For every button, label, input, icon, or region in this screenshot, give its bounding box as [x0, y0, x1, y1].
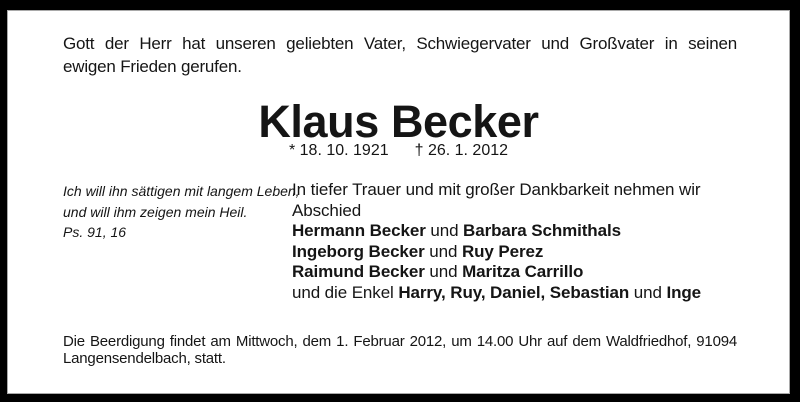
- text-line: Langensendelbach, statt.: [63, 350, 226, 367]
- text-segment: und die Enkel: [292, 282, 399, 302]
- opening-paragraph: [63, 32, 737, 78]
- life-dates: [8, 142, 789, 160]
- text-line: [292, 180, 745, 201]
- text-line: ewigen Frieden gerufen.: [63, 57, 242, 76]
- text-segment: und: [424, 262, 463, 281]
- person-name: Ruy Perez: [461, 241, 544, 261]
- mourners-block: [292, 180, 745, 303]
- person-name: Harry, Ruy, Daniel, Sebastian: [398, 282, 630, 302]
- text-line: Gott der Herr hat unseren geliebten Vater, Schwiegervater und Großvater in seinen: [63, 34, 737, 53]
- text-line: und will ihm zeigen mein Heil.: [63, 203, 248, 220]
- text-line: [292, 201, 745, 222]
- person-name: Hermann Becker: [292, 221, 426, 240]
- text-segment: Abschied: [292, 200, 362, 220]
- text-segment: und: [424, 241, 462, 261]
- person-name: Ingeborg Becker: [292, 241, 425, 261]
- text-line: [292, 221, 745, 242]
- person-name: Raimund Becker: [292, 262, 425, 281]
- obituary-notice: [7, 10, 790, 394]
- text-line: Die Beerdigung findet am Mittwoch, dem 1. Februar 2012, um 14.00 Uhr auf dem Waldfriedhof, 91094: [63, 333, 737, 350]
- text-line: [292, 242, 745, 263]
- text-line: [292, 262, 745, 283]
- person-name: Barbara Schmithals: [463, 221, 621, 240]
- text-line: Ps. 91, 16: [63, 224, 127, 240]
- person-name: Inge: [666, 282, 701, 302]
- text-segment: und: [629, 282, 667, 302]
- text-segment: In tiefer Trauer und mit großer Dankbarkeit nehmen wir: [292, 180, 701, 199]
- deceased-name: Klaus Becker: [258, 96, 539, 147]
- text-line: Ich will ihn sättigen mit langem Leben,: [63, 183, 300, 199]
- text-line: [292, 283, 745, 304]
- text-segment: und: [425, 221, 464, 240]
- birth-date: * 18. 10. 1921: [288, 142, 389, 159]
- funeral-details-paragraph: [63, 333, 737, 367]
- scripture-quote: [63, 181, 300, 243]
- person-name: Maritza Carrillo: [462, 262, 584, 281]
- death-date: † 26. 1. 2012: [414, 142, 509, 159]
